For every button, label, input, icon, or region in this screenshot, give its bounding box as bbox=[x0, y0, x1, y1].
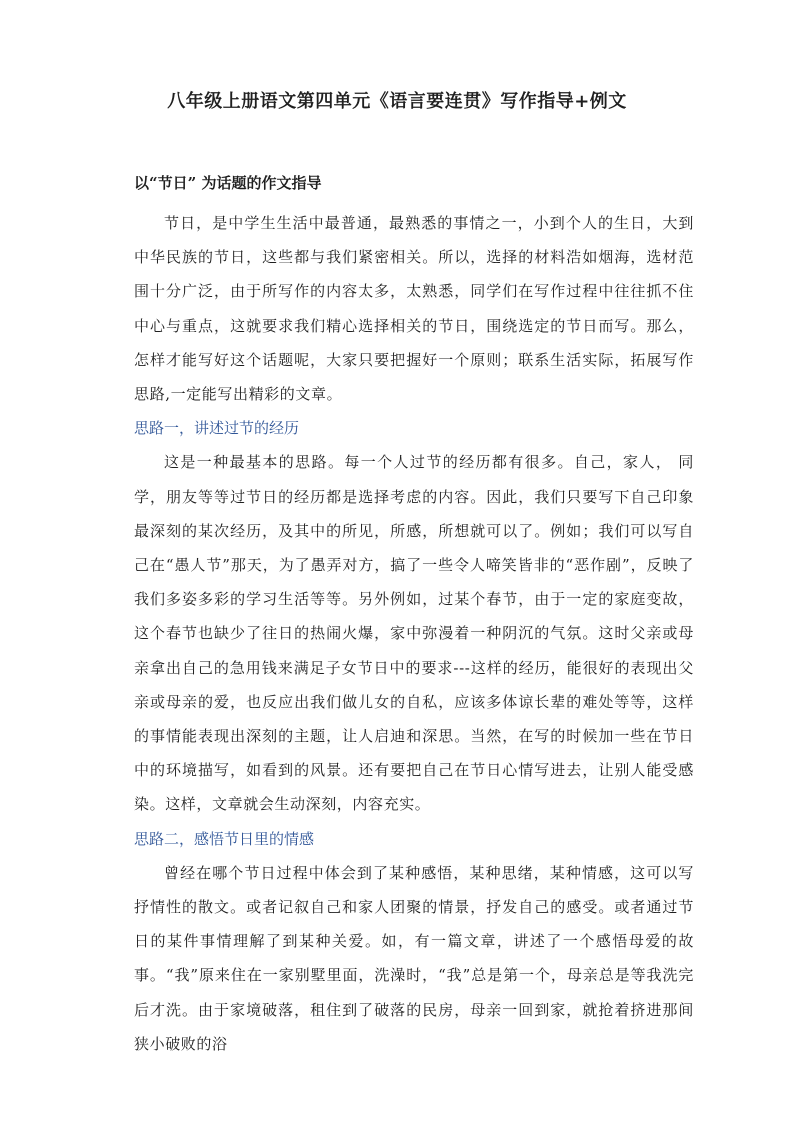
intro-paragraph: 节日，是中学生生活中最普通，最熟悉的事情之一，小到个人的生日，大到中华民族的节日，这些都与我们紧密相关。所以，选择的材料浩如烟海，选材范围十分广泛，由于所写作的内容太多，太熟悉，同学们在写作过程中往往抓不住中心与重点，这就要求我们精心选择相关的节日，围绕选定的节日而写。那么，怎样才能写好这个话题呢，大家只要把握好一个原则；联系生活实际，拓展写作思路,一定能写出精彩的文章。 bbox=[134, 214, 694, 404]
idea-two-paragraph: 曾经在哪个节日过程中体会到了某种感悟，某种思绪，某种情感，这可以写抒情性的散文。或者记叙自己和家人团聚的情景，抒发自己的感受。或者通过节日的某件事情理解了到某种关爱。如，有一篇文章，讲述了一个感悟母爱的故事。“我”原来住在一家别墅里面，洗澡时，“我”总是第一个，母亲总是等我洗完后才洗。由于家境破落，租住到了破落的民房，母亲一回到家，就抢着挤进那间狭小破败的浴 bbox=[134, 863, 694, 1053]
idea-two-heading: 思路二，感悟节日里的情感 bbox=[134, 829, 315, 848]
document-title: 八年级上册语文第四单元《语言要连贯》写作指导+例文 bbox=[167, 91, 627, 112]
section-heading: 以“节日” 为话题的作文指导 bbox=[134, 174, 322, 192]
idea-one-paragraph: 这是一种最基本的思路。每一个人过节的经历都有很多。自己，家人， 同学，朋友等等过节日的经历都是选择考虑的内容。因此，我们只要写下自己印象最深刻的某次经历，及其中的所见，所感，所想就可以了。例如；我们可以写自己在“愚人节”那天，为了愚弄对方，搞了一些令人啼笑皆非的“恶作剧”，反映了我们多姿多彩的学习生活等等。另外例如，过某个春节，由于一定的家庭变故，这个春节也缺少了往日的热闹火爆，家中弥漫着一种阴沉的气氛。这时父亲或母亲拿出自己的急用钱来满足子女节日中的要求---这样的经历，能很好的表现出父亲或母亲的爱，也反应出我们做儿女的自私，应该多体谅长辈的难处等等，这样的事情能表现出深刻的主题，让人启迪和深思。当然，在写的时候加一些在节日中的环境描写，如看到的风景。还有要把自己在节日心情写进去，让别人能受感染。这样，文章就会生动深刻，内容充实。 bbox=[134, 453, 694, 814]
document-body bbox=[134, 166, 694, 1061]
idea-one-heading: 思路一，讲述过节的经历 bbox=[134, 419, 300, 438]
